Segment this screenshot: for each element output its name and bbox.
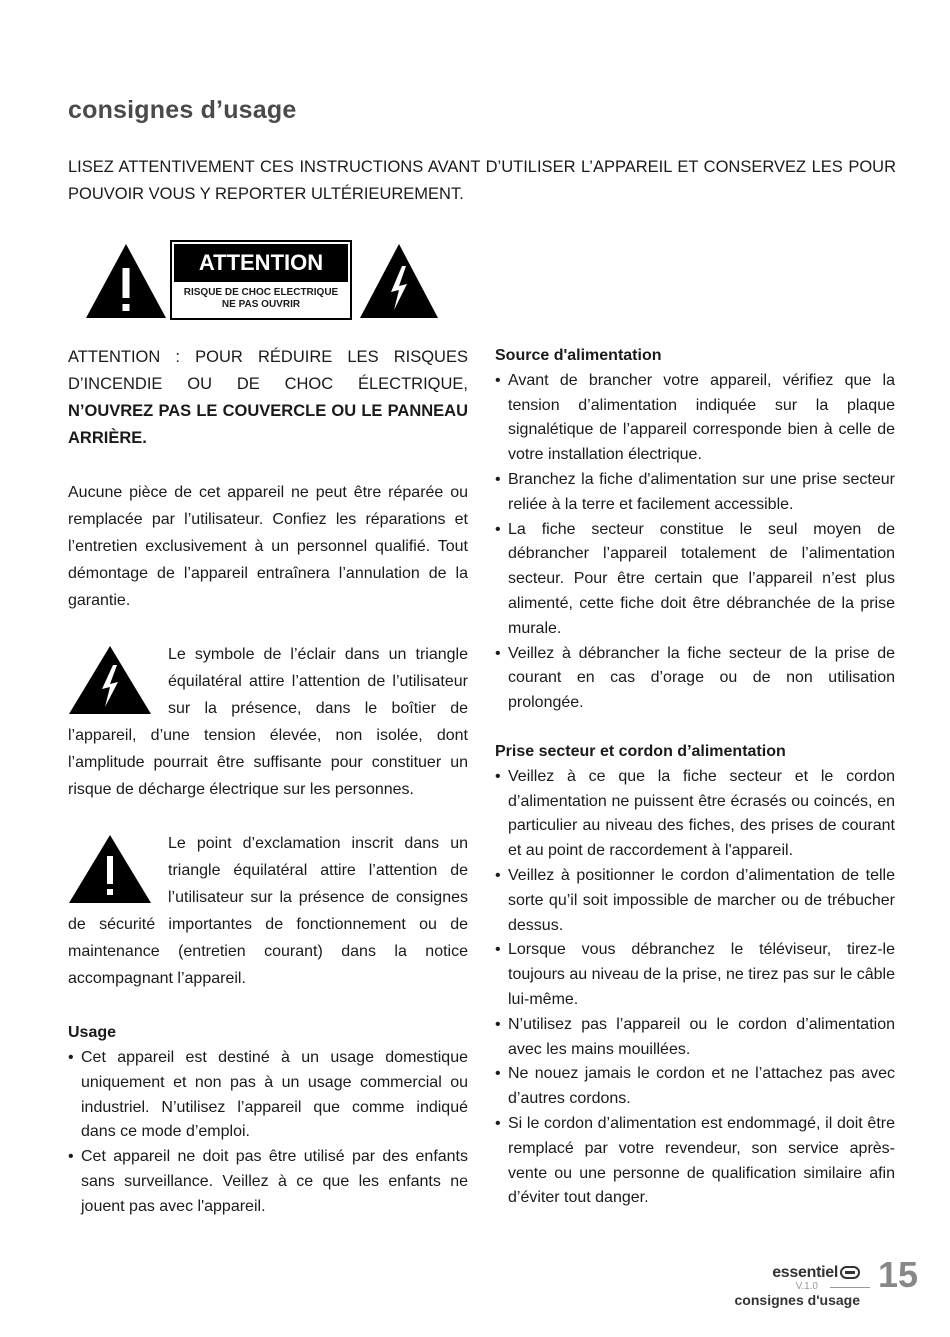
attention-line2: NE PAS OUVRIR — [221, 299, 301, 310]
list-item: • Branchez la fiche d'alimentation sur une prise secteur reliée à la terre et facilement accessible. — [495, 468, 895, 518]
power-cord-title: Prise secteur et cordon d’alimentation — [495, 742, 786, 760]
brand-name: essentiel — [772, 1264, 838, 1281]
list-item: • Cet appareil ne doit pas être utilisé par des enfants sans surveillance. Veillez à ce que les enfants ne jouent pas avec l'appareil. — [68, 1145, 468, 1219]
usage-title: Usage — [68, 1024, 117, 1041]
brand-logo — [772, 1264, 860, 1282]
list-item: • Cet appareil est destiné à un usage domestique uniquement et non pas à un usage commercial ou industriel. N’utilisez l’appareil que comme indiqué dans ce mode d’emploi. — [68, 1046, 468, 1145]
intro-text: LISEZ ATTENTIVEMENT CES INSTRUCTIONS AVANT D’UTILISER L’APPAREIL ET CONSERVEZ LES POUR POUVOIR VOUS Y REPORTER ULTÉRIEUREMENT. — [68, 158, 896, 203]
power-cord-list — [495, 765, 895, 1211]
brand-mark-icon — [840, 1266, 860, 1279]
page-footer — [670, 1254, 930, 1314]
list-item: • Veillez à positionner le cordon d’alimentation de telle sorte qu’il soit impossible de marcher ou de trébucher dessus. — [495, 864, 895, 938]
page-number: 15 — [877, 1254, 918, 1295]
list-item: • La fiche secteur constitue le seul moyen de débrancher l’appareil totalement de l’alimentation secteur. Pour être certain que l’appareil n’est plus alimenté, cette fiche doit être débranchée de la prise murale. — [495, 518, 895, 642]
list-item: • N’utilisez pas l’appareil ou le cordon d’alimentation avec les mains mouillées. — [495, 1013, 895, 1063]
power-source-title: Source d'alimentation — [495, 347, 662, 364]
attention-line1: RISQUE DE CHOC ELECTRIQUE — [183, 287, 339, 298]
left-column — [68, 344, 468, 1220]
version-label: V.1.0 — [795, 1281, 818, 1292]
lightning-triangle-icon — [358, 242, 440, 320]
lightning-symbol-text: Le symbole de l’éclair dans un triangle équilatéral attire l’attention de l’utilisateur sur la présence, dans le boîtier de l’appareil, d’une tension élevée, non isolée, dont l’amplitude pourrait être suffisante pour constituer un risque de décharge électrique sur les personnes. — [68, 646, 468, 798]
attention-warning-normal: ATTENTION : POUR RÉDUIRE LES RISQUES D’INCENDIE OU DE CHOC ÉLECTRIQUE, — [68, 348, 468, 393]
attention-warning — [68, 344, 468, 452]
list-item: • Ne nouez jamais le cordon et ne l’attachez pas avec d’autres cordons. — [495, 1062, 895, 1112]
no-user-parts-text: Aucune pièce de cet appareil ne peut être réparée ou remplacée par l’utilisateur. Confiez les réparations et l’entretien exclusivement à un personnel qualifié. Tout démontage de l’appareil entraînera l’annulation de la garantie. — [68, 484, 468, 609]
attention-warning-bold: N’OUVREZ PAS LE COUVERCLE OU LE PANNEAU ARRIÈRE. — [68, 402, 468, 447]
power-source-list — [495, 369, 895, 716]
attention-label — [170, 240, 352, 320]
list-item: • Veillez à débrancher la fiche secteur de la prise de courant en cas d’orage ou de non utilisation prolongée. — [495, 642, 895, 716]
exclamation-triangle-icon — [68, 834, 152, 904]
usage-list — [68, 1046, 468, 1220]
page-title: consignes d’usage — [68, 96, 297, 124]
lightning-triangle-icon — [68, 645, 152, 715]
footer-section-title: consignes d'usage — [734, 1292, 860, 1308]
list-item: • Veillez à ce que la fiche secteur et le cordon d’alimentation ne puissent être écrasés ou coincés, en particulier au niveau des fiches, des prises de courant et au point de raccordement à l'appareil. — [495, 765, 895, 864]
footer-divider — [830, 1287, 870, 1288]
warning-graphic — [84, 240, 440, 322]
exclamation-symbol-text: Le point d’exclamation inscrit dans un triangle équilatéral attire l’attention de l’utilisateur sur la présence de consignes de sécurité importantes de fonctionnement ou de maintenance (entretien courant) dans la notice accompagnant l’appareil. — [68, 835, 468, 987]
lightning-symbol-block — [68, 641, 468, 803]
list-item: • Si le cordon d’alimentation est endommagé, il doit être remplacé par votre revendeur, son service après-vente ou une personne de qualification similaire afin d’éviter tout danger. — [495, 1112, 895, 1211]
right-column — [495, 344, 895, 1211]
list-item: • Lorsque vous débranchez le téléviseur, tirez-le toujours au niveau de la prise, ne tirez pas sur le câble lui-même. — [495, 938, 895, 1012]
list-item: • Avant de brancher votre appareil, vérifiez que la tension d’alimentation indiquée sur la plaque signalétique de l’appareil corresponde bien à celle de votre installation électrique. — [495, 369, 895, 468]
exclamation-symbol-block — [68, 830, 468, 992]
exclamation-triangle-icon — [84, 242, 168, 320]
attention-heading: ATTENTION — [174, 244, 348, 282]
